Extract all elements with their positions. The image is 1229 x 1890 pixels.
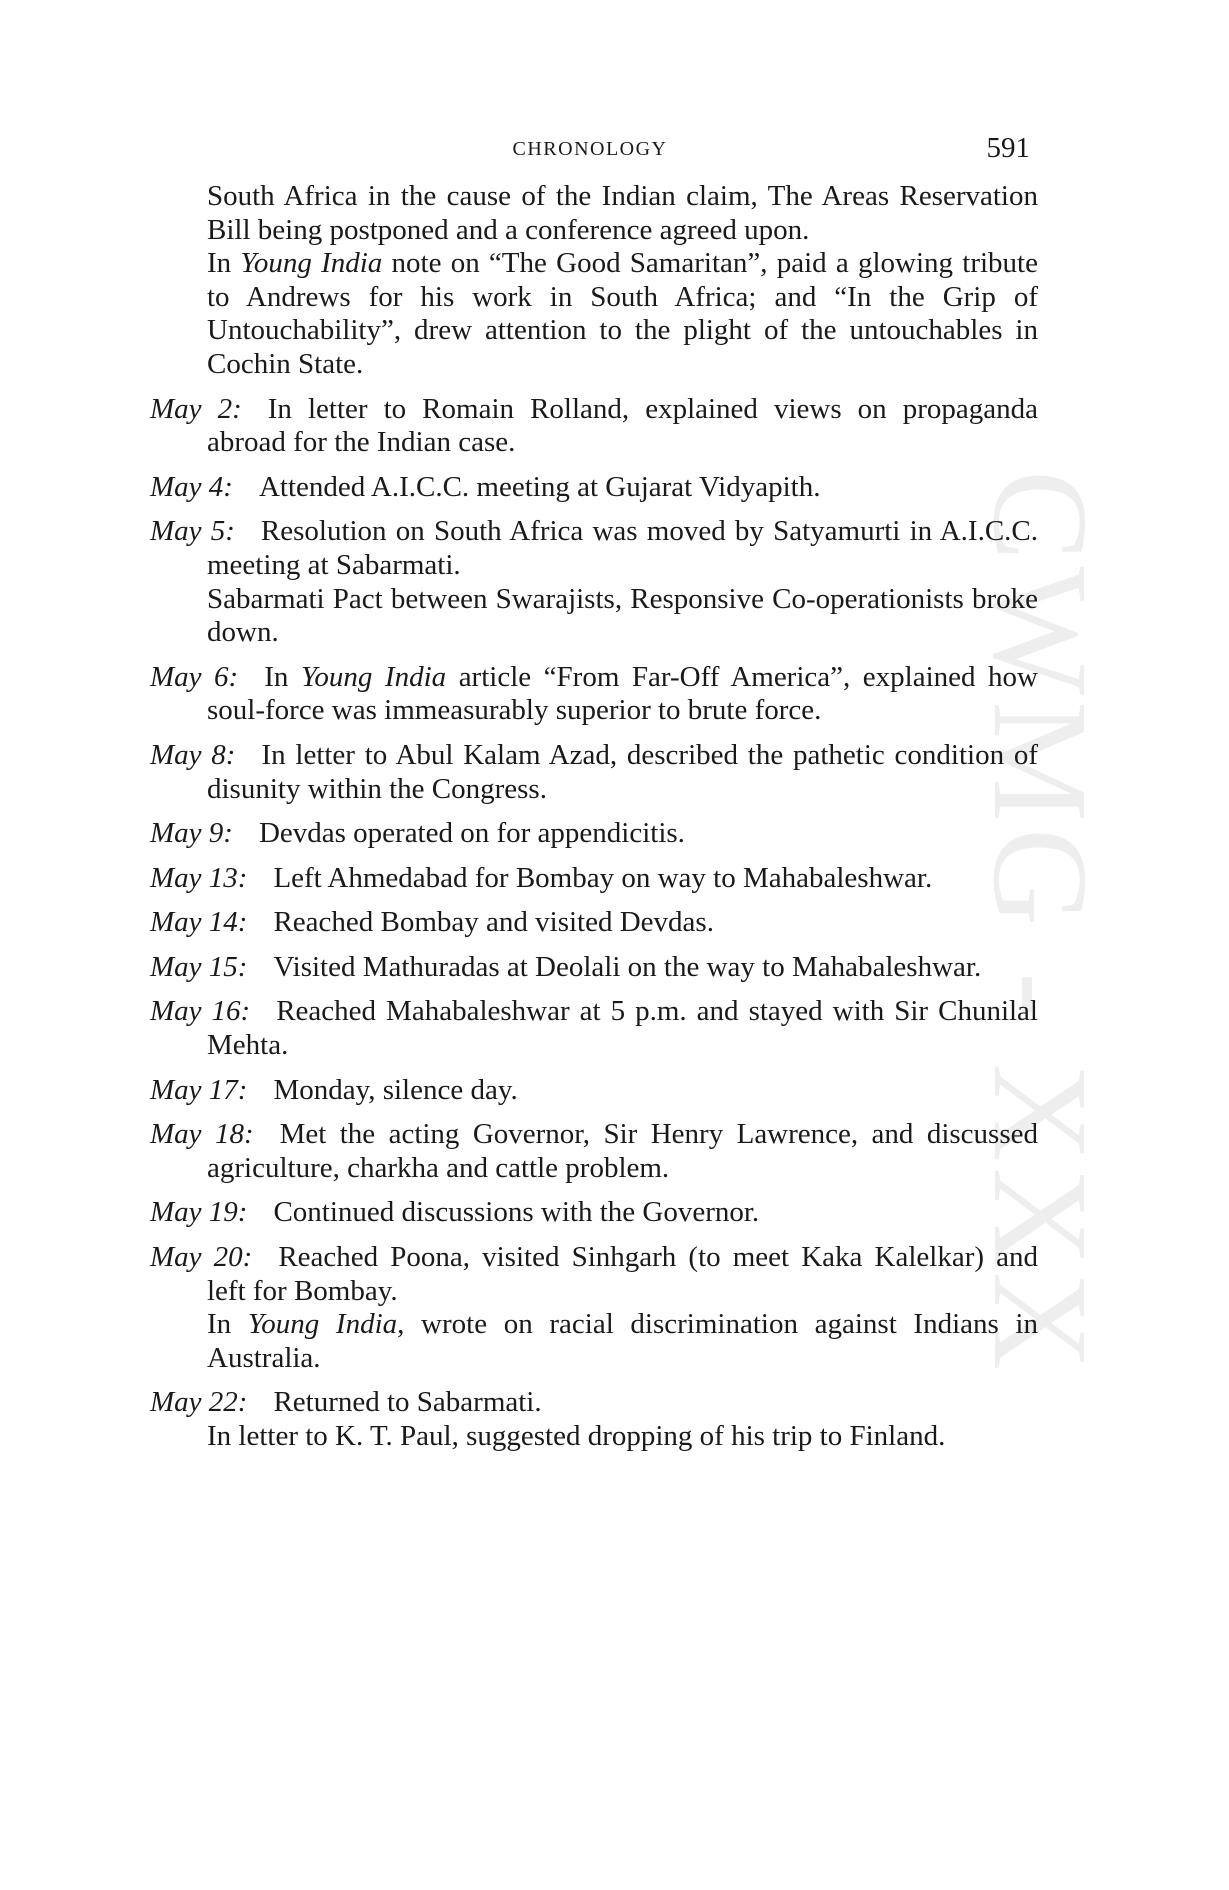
entry-date: May 4: (150, 470, 233, 503)
text-run: In (207, 247, 241, 280)
page-number: 591 (986, 132, 1030, 164)
entry-text (150, 817, 1038, 851)
entry-date: May 9: (150, 817, 233, 850)
chronology-entry (150, 1074, 1038, 1108)
italic-title: Young India (300, 660, 447, 693)
entry-text (150, 1074, 1038, 1108)
text-run: Monday, silence day. (273, 1073, 518, 1106)
chronology-entry (150, 906, 1038, 940)
entry-text (150, 471, 1038, 505)
entry-text (150, 995, 1038, 1062)
entry-list (150, 393, 1038, 1454)
text-run: Left Ahmedabad for Bombay on way to Mahabaleshwar. (273, 861, 933, 894)
text-run: Returned to Sabarmati. (273, 1386, 542, 1419)
entry-date: May 2: (150, 392, 242, 425)
chronology-entry (150, 995, 1038, 1062)
chronology-entry (150, 515, 1038, 649)
entry-text (150, 1118, 1038, 1185)
entry-text (150, 1386, 1038, 1420)
text-run: Attended A.I.C.C. meeting at Gujarat Vidyapith. (258, 470, 821, 503)
text-run: , wrote on racial discrimination against Indians in Australia. (207, 1308, 1038, 1374)
entry-text (150, 906, 1038, 940)
entry-subparagraph (150, 583, 1038, 650)
entry-text (150, 951, 1038, 985)
entry-date: May 17: (150, 1073, 248, 1106)
entry-date: May 20: (150, 1241, 253, 1274)
chronology-entry (150, 393, 1038, 460)
entry-text (150, 515, 1038, 582)
entry-subparagraph (150, 1308, 1038, 1375)
text-run: Sabarmati Pact between Swarajists, Responsive Co-operationists broke down. (207, 582, 1038, 649)
italic-title: Young India (240, 247, 383, 280)
entry-date: May 15: (150, 950, 248, 983)
text-run: In (207, 1308, 248, 1341)
continuation-block (150, 180, 1038, 382)
entry-date: May 13: (150, 861, 248, 894)
entry-date: May 18: (150, 1118, 254, 1151)
watermark-text: CWMG - XXX (965, 470, 1115, 1377)
entry-date: May 8: (150, 738, 236, 771)
text-run: Devdas operated on for appendicitis. (258, 817, 685, 850)
text-run: Reached Mahabaleshwar at 5 p.m. and stayed with Sir Chunilal Mehta. (207, 995, 1038, 1062)
chronology-entry (150, 817, 1038, 851)
text-run: In letter to Romain Rolland, explained views on propaganda abroad for the Indian case. (207, 392, 1039, 459)
chronology-entry (150, 661, 1038, 728)
entry-text (150, 661, 1038, 728)
entry-date: May 16: (150, 995, 251, 1028)
continuation-paragraph: South Africa in the cause of the Indian claim, The Areas Reservation Bill being postponed and a conference agreed upon. (207, 180, 1038, 246)
entry-subparagraph (150, 1420, 1038, 1454)
chronology-entry (150, 471, 1038, 505)
chronology-body (150, 180, 1038, 1454)
chronology-entry (150, 1196, 1038, 1230)
chronology-entry (150, 951, 1038, 985)
text-run: Met the acting Governor, Sir Henry Lawrence, and discussed agriculture, charkha and cattle problem. (207, 1118, 1038, 1184)
entry-date: May 22: (150, 1386, 248, 1419)
italic-title: Young India (247, 1308, 398, 1341)
running-head (150, 134, 1030, 174)
entry-date: May 5: (150, 515, 235, 548)
text-run: note on “The Good Samaritan”, paid a glowing tribute to Andrews for his work in South Africa; and “In the Grip of Untouchability”, drew attention to the plight of the untouchables in Cochin State. (207, 247, 1038, 380)
chronology-entry (150, 1386, 1038, 1453)
text-run: Visited Mathuradas at Deolali on the way to Mahabaleshwar. (273, 950, 982, 983)
text-run: Reached Poona, visited Sinhgarh (to meet Kaka Kalelkar) and left for Bombay. (207, 1241, 1038, 1307)
text-run: Resolution on South Africa was moved by Satyamurti in A.I.C.C. meeting at Sabarmati. (207, 515, 1039, 581)
text-run: Continued discussions with the Governor. (273, 1196, 760, 1229)
entry-text (150, 739, 1038, 806)
chronology-entry (150, 1241, 1038, 1375)
entry-text (150, 862, 1038, 896)
entry-date: May 14: (150, 906, 248, 939)
entry-text (150, 393, 1038, 460)
running-title: CHRONOLOGY (512, 138, 668, 160)
text-run: Reached Bombay and visited Devdas. (273, 906, 714, 939)
chronology-entry (150, 1118, 1038, 1185)
chronology-entry (150, 862, 1038, 896)
continuation-paragraph (150, 247, 1038, 381)
entry-text (150, 1241, 1038, 1308)
text-run: In letter to Abul Kalam Azad, described the pathetic condition of disunity within the Congress. (207, 738, 1039, 805)
entry-text (150, 1196, 1038, 1230)
text-run: In letter to K. T. Paul, suggested dropping of his trip to Finland. (207, 1420, 946, 1452)
text-run: In (264, 660, 301, 693)
entry-date: May 6: (150, 660, 239, 693)
chronology-entry (150, 739, 1038, 806)
text-run: article “From Far-Off America”, explained how soul-force was immeasurably superior to brute force. (207, 660, 1039, 727)
entry-date: May 19: (150, 1196, 248, 1229)
